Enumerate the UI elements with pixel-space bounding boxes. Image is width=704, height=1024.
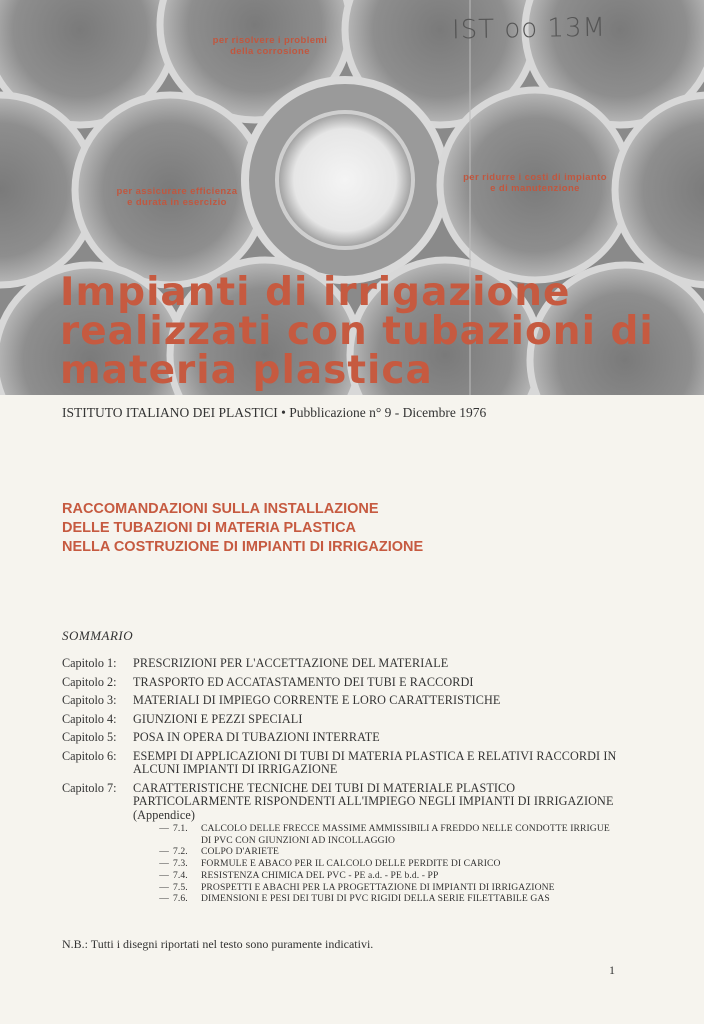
chapter-title: ESEMPI DI APPLICAZIONI DI TUBI DI MATERIA PLASTICA E RELATIVI RACCORDI IN ALCUNI IMPIANTI DI IRRIGAZIONE bbox=[133, 748, 617, 776]
toc-chapter bbox=[62, 713, 622, 727]
chapter-label: Capitolo 4: bbox=[62, 711, 117, 726]
toc-chapter bbox=[62, 731, 622, 745]
handwritten-catalog-code: IST oo 13M bbox=[451, 12, 607, 46]
page-number: 1 bbox=[609, 963, 615, 977]
chapter-title: MATERIALI DI IMPIEGO CORRENTE E LORO CARATTERISTICHE bbox=[133, 693, 501, 707]
chapter-title: GIUNZIONI E PEZZI SPECIALI bbox=[133, 711, 303, 726]
footnote: N.B.: Tutti i disegni riportati nel testo sono puramente indicativi. bbox=[62, 937, 374, 951]
publisher-line: ISTITUTO ITALIANO DEI PLASTICI • Pubblicazione n° 9 - Dicembre 1976 bbox=[62, 405, 487, 420]
tagline-corrosion: per risolvere i problemi della corrosione bbox=[212, 35, 328, 57]
chapter-label: Capitolo 5: bbox=[62, 730, 117, 744]
toc-chapter bbox=[62, 750, 622, 777]
chapter-title: PRESCRIZIONI PER L'ACCETTAZIONE DEL MATERIALE bbox=[133, 656, 449, 670]
chapter-label: Capitolo 1: bbox=[62, 656, 117, 670]
toc-chapter bbox=[62, 676, 622, 690]
chapter-label: Capitolo 7: bbox=[62, 780, 117, 795]
subsection-item: — 7.4. RESISTENZA CHIMICA DEL PVC - PE a.d. - PE b.d. - PP bbox=[159, 869, 439, 881]
subsection-item: — 7.1. CALCOLO DELLE FRECCE MASSIME AMMISSIBILI A FREDDO NELLE CONDOTTE IRRIGUE DI PVC CON GIUNZIONI AD INCOLLAGGIO bbox=[159, 823, 610, 846]
summary-heading: SOMMARIO bbox=[62, 628, 134, 643]
tagline-efficiency: per assicurare efficienza e durata in esercizio bbox=[116, 186, 238, 208]
chapter-title: CARATTERISTICHE TECNICHE DEI TUBI DI MATERIALE PLASTICO PARTICOLARMENTE RISPONDENTI ALL'IMPIEGO NEGLI IMPIANTI DI IRRIGAZIONE (Appendice) — 7.1. CALCOLO DELLE FRECCE MASSIME AMMISSIBILI A FREDDO NELLE CONDOTTE IRRIGUE DI PVC CON GIUNZIONI AD INCOLLAGGIO — 7.2. COLPO D'ARIETE — 7.3. FORMULE E ABACO PER IL CALCOLO DELLE PERDITE DI CARICO — 7.4. RESISTENZA CHIMICA DEL PVC - PE a.d. - PE b.d. - PP — 7.5. PROSPETTI E ABACHI PER LA PROGETTAZIONE DI IMPIANTI DI IRRIGAZIONE — 7.6. DIMENSIONI E PESI DEI TUBI DI PVC RIGIDI DELLA SERIE FILETTABILE GAS bbox=[133, 782, 622, 905]
chapter-title: TRASPORTO ED ACCATASTAMENTO DEI TUBI E RACCORDI bbox=[133, 674, 474, 689]
subsection-list bbox=[133, 823, 622, 905]
cover-photo bbox=[0, 0, 704, 395]
subsection-item: — 7.3. FORMULE E ABACO PER IL CALCOLO DELLE PERDITE DI CARICO bbox=[159, 858, 501, 870]
cover-title-line: realizzati con tubazioni di bbox=[60, 309, 654, 354]
toc-chapter bbox=[62, 694, 622, 708]
toc-chapter bbox=[62, 657, 622, 671]
chapter-title: POSA IN OPERA DI TUBAZIONI INTERRATE bbox=[133, 730, 380, 744]
table-of-contents bbox=[62, 657, 622, 910]
cover-title-line: Impianti di irrigazione bbox=[60, 270, 571, 315]
subsection-item: — 7.5. PROSPETTI E ABACHI PER LA PROGETTAZIONE DI IMPIANTI DI IRRIGAZIONE bbox=[159, 881, 555, 893]
chapter-label: Capitolo 6: bbox=[62, 748, 117, 763]
subsection-item: — 7.2. COLPO D'ARIETE bbox=[159, 846, 280, 858]
subsection-item: — 7.6. DIMENSIONI E PESI DEI TUBI DI PVC RIGIDI DELLA SERIE FILETTABILE GAS bbox=[159, 893, 550, 905]
toc-chapter bbox=[62, 782, 622, 905]
chapter-label: Capitolo 3: bbox=[62, 693, 117, 707]
chapter-label: Capitolo 2: bbox=[62, 674, 117, 689]
cover-title-line: materia plastica bbox=[60, 348, 433, 393]
tagline-costs: per ridurre i costi di impianto e di manutenzione bbox=[463, 172, 607, 194]
cover-title bbox=[60, 270, 654, 393]
recommendations-heading: RACCOMANDAZIONI SULLA INSTALLAZIONE DELLE TUBAZIONI DI MATERIA PLASTICA NELLA COSTRUZIONE DI IMPIANTI DI IRRIGAZIONE bbox=[62, 501, 424, 555]
